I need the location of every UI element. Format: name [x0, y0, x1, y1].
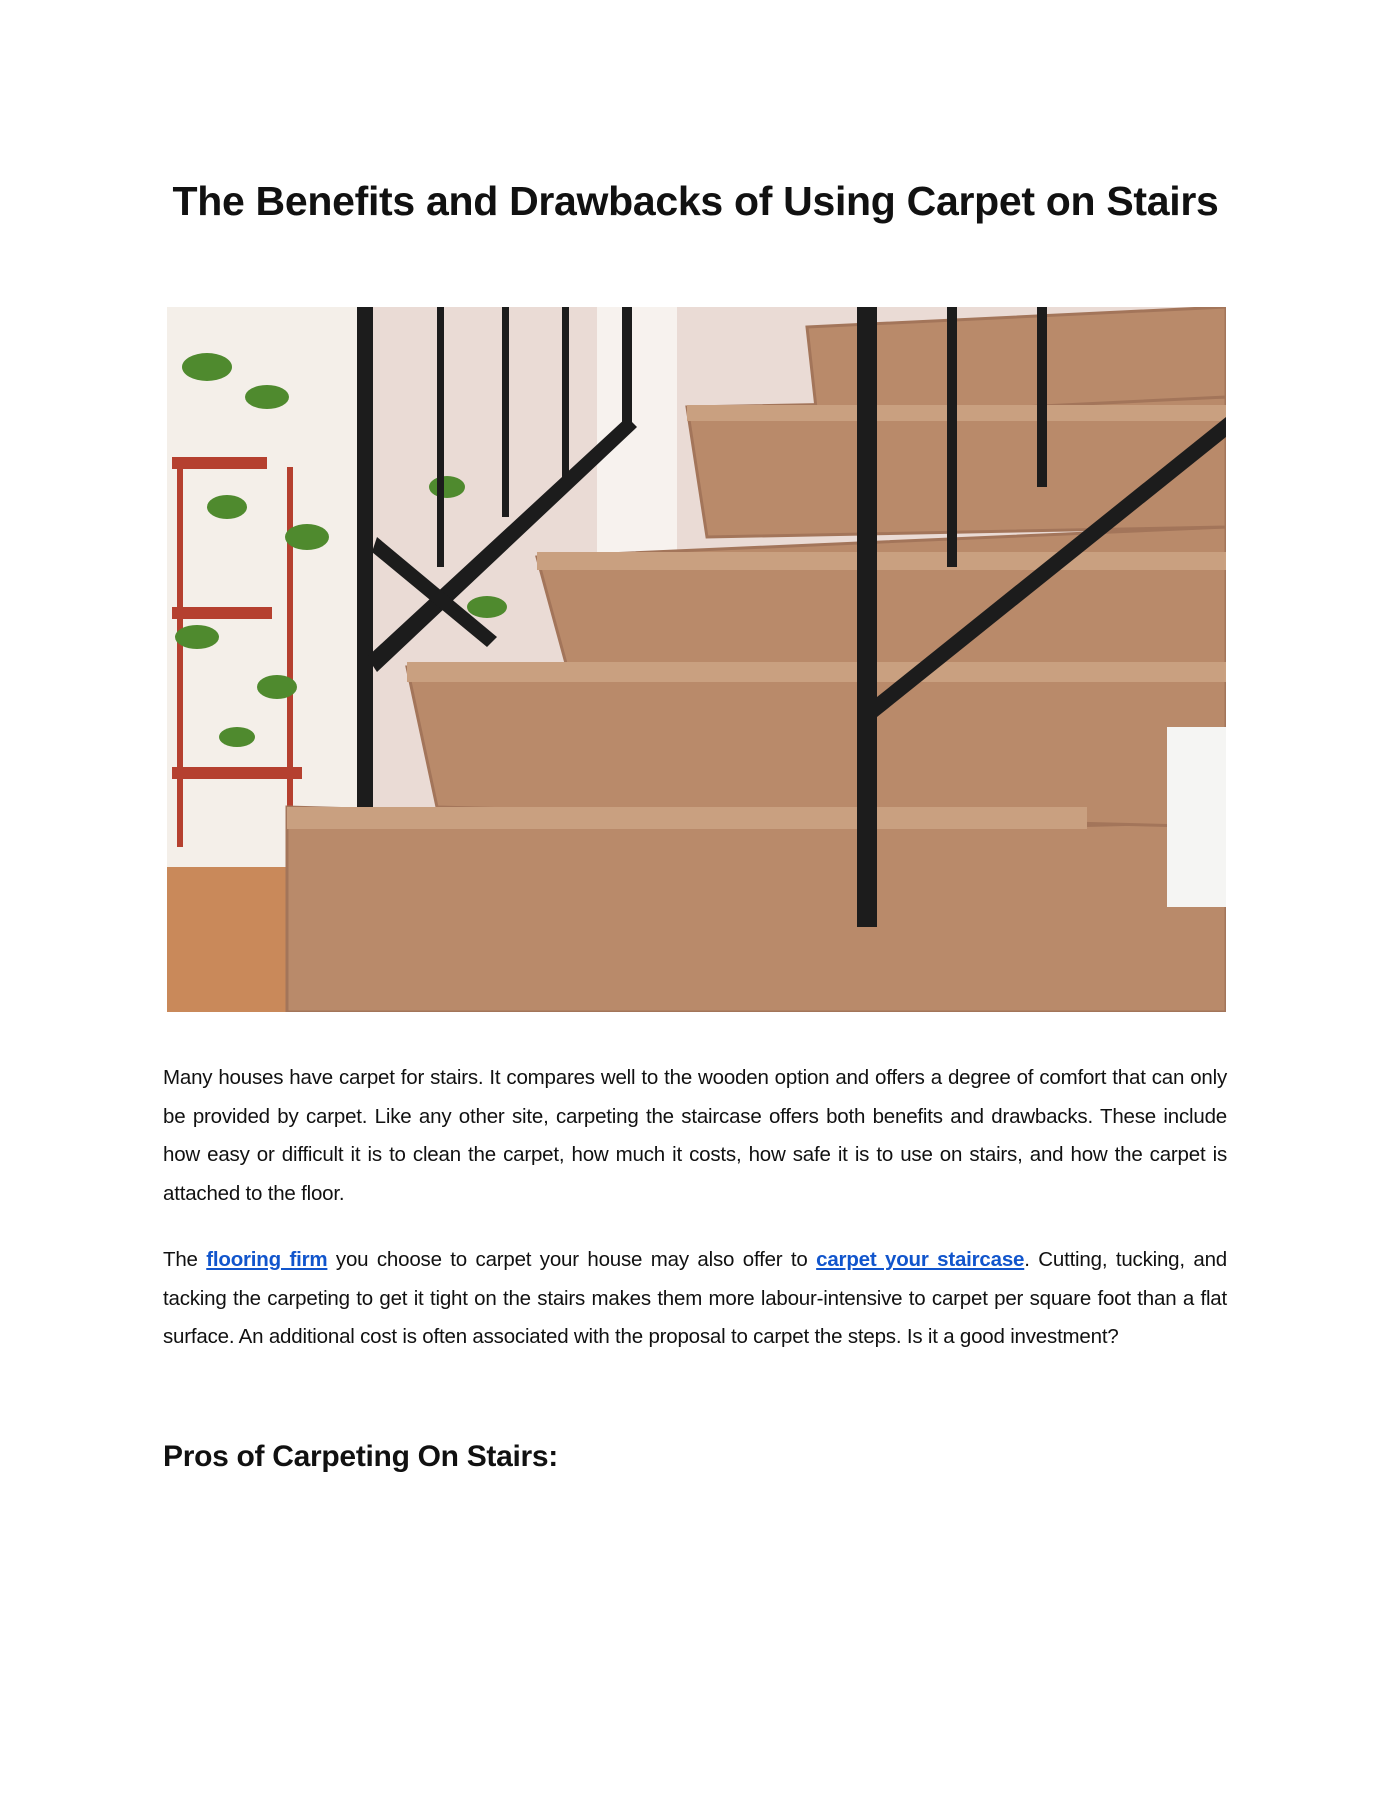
paragraph-text: you choose to carpet your house may also offer to [327, 1248, 817, 1271]
staircase-illustration [167, 307, 1226, 1012]
flooring-firm-paragraph [163, 1241, 1227, 1357]
page-title: The Benefits and Drawbacks of Using Carpet on Stairs [172, 178, 1219, 224]
paragraph-text: . Cutting, tucking, and tacking the carpeting to get it tight on the stairs makes them more labour-intensive to carpet per square foot than a flat surface. An additional cost is often associated with the proposal to carpet the steps. Is it a good investment? [163, 1248, 1228, 1348]
flooring-firm-link[interactable]: flooring firm [206, 1248, 328, 1271]
intro-paragraph: Many houses have carpet for stairs. It compares well to the wooden option and offers a degree of comfort that can only be provided by carpet. Like any other site, carpeting the staircase offers both benefits and drawbacks. These include how easy or difficult it is to clean the carpet, how much it costs, how safe it is to use on stairs, and how the carpet is attached to the floor. [163, 1066, 1227, 1205]
hero-image [167, 307, 1226, 1012]
paragraph-text: The [163, 1248, 207, 1271]
carpet-staircase-link[interactable]: carpet your staircase [816, 1248, 1025, 1271]
pros-heading: Pros of Carpeting On Stairs: [163, 1440, 558, 1473]
